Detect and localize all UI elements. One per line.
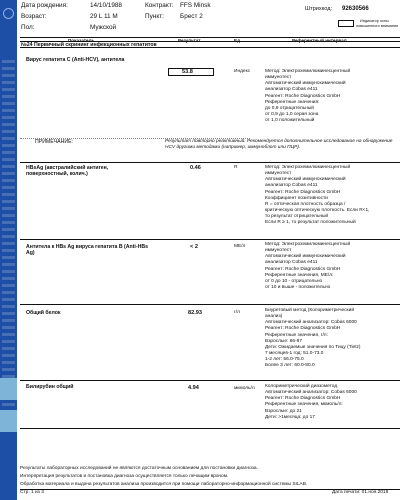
ref-line: Метод: Электрохемилюминесцентный: [265, 242, 351, 247]
row-separator: [20, 428, 400, 429]
ref-line: Взрослые: до 21: [265, 408, 302, 414]
ref-line: Автоматический анализатор: Cobas 6000: [265, 390, 357, 396]
point-value: Брест 2: [180, 13, 203, 20]
test-unit: R: [234, 165, 238, 170]
contract-label: Контракт:: [145, 2, 174, 9]
ref-line: Автоматический иммунохимический: [265, 254, 346, 260]
ref-line: Автоматический иммунохимический: [265, 81, 346, 87]
test-name: HBsAg (австралийский антиген, поверхностный, колич.): [26, 165, 109, 178]
test-unit: мкмоль/л: [234, 386, 255, 391]
lab-logo-icon: [3, 8, 14, 19]
section-title: №24 Первичный скрининг инфекционных гепатитов: [21, 42, 157, 49]
ref-line: R = оптическая плотность образца /: [265, 201, 346, 207]
ref-line: Биуретовый метод (Колориметрический: [265, 308, 355, 313]
left-brand-stripe: [0, 0, 17, 500]
test-name: Вирус гепатита С (Anti-HCV), антитела: [26, 57, 125, 63]
indicator-label-2: повышенного внимания: [356, 24, 399, 28]
ref-line: Реагент: Roche Diagnostics GmbH: [265, 326, 341, 332]
ref-line: иммунотест: [265, 248, 292, 254]
ref-line: Коэффициент позитивности: [265, 195, 328, 201]
test-reference: [265, 165, 399, 226]
ref-line: Автоматический иммунохимический: [265, 177, 346, 183]
ref-line: анализ): [265, 314, 283, 320]
test-name: Антитела к HBs Ag вируса гепатита В (Anti-HBs Ag): [26, 244, 148, 257]
dob-label: Дата рождения:: [21, 2, 68, 9]
test-reference: [265, 242, 399, 291]
ref-line: Дети: >1месяца: до 17: [265, 414, 315, 420]
row-separator: [20, 380, 400, 381]
point-label: Пункт:: [145, 13, 164, 20]
ref-line: критическую оптическую плотность. Если R<1,: [265, 207, 370, 213]
age-label: Возраст:: [21, 13, 47, 20]
ref-line: от 1,0 положительный: [265, 118, 315, 123]
lab-report-page: [20, 0, 400, 500]
ref-line: Если R ≥ 1, то результат положительный: [265, 220, 356, 226]
test-value: 82.93: [188, 310, 202, 316]
print-date: Дата печати: 01.ноя.2018: [332, 490, 389, 495]
ref-line: Референтные значения, мкмоль/л:: [265, 402, 343, 408]
ref-line: Автоматический анализатор: Cobas 6000: [265, 320, 357, 326]
age-value: 29 L 11 M: [90, 13, 118, 20]
ref-line: Реагент: Roche Diagnostics GmbH: [265, 189, 341, 195]
disclaimer-line-1: Результаты лабораторных исследований не являются достаточным основанием для постановки диагноза.: [20, 466, 258, 471]
ref-line: анализатор Cobas e411: [265, 87, 318, 93]
note-text: Результат повторно реактивный. Рекомендуется дополнительное исследование на обнаружение HCV другими методами (например, иммуноблот или ПЦР).: [165, 139, 393, 151]
ref-line: анализатор Cobas e411: [265, 183, 318, 189]
sex-label: Пол:: [21, 24, 35, 31]
indicator-label-1: Индикатор зоны: [360, 19, 389, 23]
test-value: 53.8: [182, 69, 193, 75]
ref-line: Взрослые: 66-87: [265, 338, 302, 344]
disclaimer-line-2: Интерпретация результатов и постановка диагноза осуществляется только лечащим врачом.: [20, 474, 229, 479]
ref-line: Референтные значения, г/л:: [265, 332, 328, 338]
ref-line: иммунотест: [265, 75, 292, 81]
ref-line: от 10 и выше - положительно: [265, 284, 331, 290]
note-label: ПРИМЕЧАНИЕ:: [35, 139, 73, 145]
ref-line: от 0 до 10 - отрицательно: [265, 278, 323, 284]
ref-line: Более 3 лет: 60.0-80.0: [265, 363, 315, 369]
barcode-number: 92630566: [342, 6, 369, 12]
col-indicator: Показатель: [68, 37, 95, 43]
ref-line: до 0,9 отрицательный: [265, 105, 314, 111]
ref-line: иммунотест: [265, 171, 292, 177]
test-value: 0.46: [190, 165, 201, 171]
ref-line: 1-2 лет: 56.0-75.0: [265, 357, 304, 362]
ref-line: Реагент: Roche Diagnostics GmbH: [265, 396, 341, 402]
test-unit: г/л: [234, 310, 240, 315]
test-unit: МЕ/л: [234, 244, 246, 249]
ref-line: Колориметрический диазометод: [265, 384, 338, 389]
ref-line: Метод: Электрохемилюминесцентный: [265, 165, 351, 170]
sex-value: Мужской: [90, 24, 117, 31]
row-separator: [20, 304, 400, 305]
test-name: Билирубин общий: [26, 384, 74, 390]
ref-line: Дети: Ожидаемые значения по Тицу (Tietz): [265, 344, 361, 350]
vertical-brand-pattern: [2, 60, 15, 420]
dob-value: 14/10/1988: [90, 2, 122, 9]
ref-line: Референтные значения, МЕ/л:: [265, 272, 334, 278]
stripe-band: [0, 410, 17, 432]
contract-value: FFS Minsk: [180, 2, 211, 9]
col-unit: Ед.: [234, 37, 242, 43]
ref-line: Метод: Электрохемилюминесцентный: [265, 69, 351, 74]
test-reference: [265, 308, 399, 369]
disclaimer-line-3: Обработка материала и выдача результатов анализа производится при помощи лабораторно-информационной системы SILAB.: [20, 482, 308, 487]
test-reference: [265, 384, 399, 421]
test-name: Общий белок: [26, 310, 61, 316]
col-reference: Референтный интервал: [292, 37, 347, 43]
stripe-band: [0, 378, 17, 400]
ref-line: Референтные значения:: [265, 99, 320, 105]
row-separator: [20, 162, 400, 163]
test-value: < 2: [190, 244, 198, 250]
barcode-label: Штрихкод:: [305, 6, 333, 12]
ref-line: от 0,9 до 1,0 серая зона: [265, 111, 319, 117]
attention-zone-indicator: [338, 20, 354, 27]
ref-line: Реагент: Roche Diagnostics GmbH: [265, 266, 341, 272]
row-separator: [20, 239, 400, 240]
ref-line: Реагент: Roche Diagnostics GmbH: [265, 93, 341, 99]
col-result: Результат: [178, 37, 201, 43]
test-value: 4.94: [188, 385, 199, 391]
test-reference: [265, 69, 399, 124]
ref-line: 7 месяцев-1 год: 51.0-73.0: [265, 350, 324, 356]
ref-line: анализатор Cobas e411: [265, 260, 318, 266]
test-unit: Индекс: [234, 69, 251, 74]
ref-line: то результат отрицательный: [265, 214, 329, 219]
section-title-bar: [20, 42, 400, 48]
page-number: Стр. 1 из 3: [20, 490, 44, 495]
